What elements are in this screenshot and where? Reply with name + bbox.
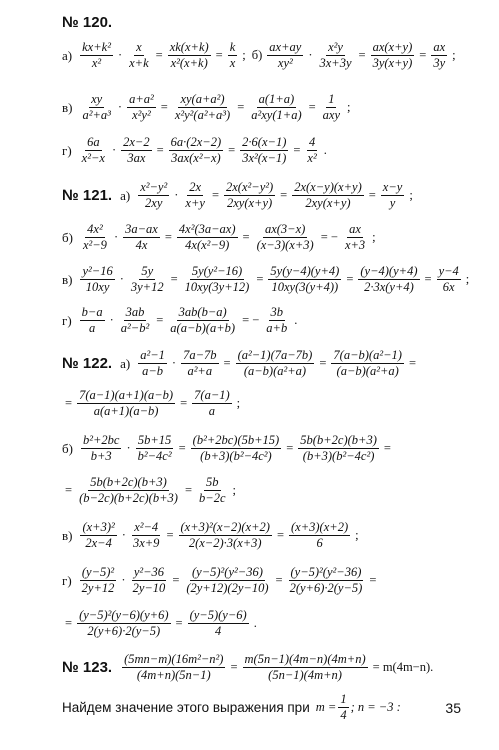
fraction	[81, 222, 109, 253]
operator: ·	[126, 441, 131, 455]
denominator: x²(x+k)	[170, 56, 208, 70]
denominator: 3ax	[127, 151, 146, 165]
operator: ·	[308, 48, 313, 62]
denominator: (2y+12)(2y−10)	[186, 581, 269, 595]
numerator: 7(a−1)(a+1)(a−b)	[79, 388, 174, 402]
numerator: x−y	[382, 180, 403, 194]
operator: =	[160, 100, 168, 114]
denominator: 2·3x(y+4)	[364, 280, 414, 294]
fraction	[183, 264, 252, 295]
fraction	[331, 348, 404, 379]
equation-line	[62, 520, 362, 551]
operator: = m(4m−n).	[372, 660, 434, 674]
problem-121-header	[62, 180, 416, 211]
operator: ;	[236, 396, 241, 410]
item-label: г)	[62, 142, 72, 158]
operator: =	[184, 483, 193, 497]
footer-text: Найдем значение этого выражения при	[62, 700, 310, 715]
operator: ·	[117, 100, 123, 114]
fraction	[437, 264, 461, 295]
denominator: a(a−b)(a+b)	[170, 321, 236, 335]
equation-line	[120, 180, 416, 211]
denominator: x+y	[185, 196, 205, 210]
denominator: (a−b)(a²+a)	[336, 364, 399, 378]
n-value: ; n = −3 :	[350, 700, 401, 714]
fraction	[179, 520, 272, 551]
fraction	[127, 92, 156, 123]
operator: =	[230, 660, 238, 674]
problem-number: № 120.	[62, 14, 113, 31]
operator: = −	[320, 230, 338, 244]
fraction	[138, 180, 169, 211]
operator: ;	[372, 230, 376, 244]
equation-line	[62, 565, 379, 596]
denominator: (b−2c)(b+2c)(b+3)	[79, 491, 178, 505]
numerator: (5mn−m)(16m²−n²)	[124, 652, 224, 666]
denominator: 3x+3y	[319, 56, 352, 70]
numerator: (y−5)²(y²−36)	[192, 565, 263, 579]
denominator: (x−3)(x+3)	[256, 238, 314, 252]
denominator: x²−x	[81, 151, 105, 165]
numerator: 5b(b+2c)(b+3)	[300, 433, 377, 447]
fraction	[298, 433, 379, 464]
denominator: a²xy(1+a)	[251, 108, 302, 122]
denominator: x+k	[129, 56, 149, 70]
equation-line	[62, 40, 459, 71]
numerator: y²−36	[133, 565, 165, 579]
fraction	[321, 92, 342, 123]
denominator: 2xy(x+y)	[226, 196, 273, 210]
numerator: 6a·(2x−2)	[170, 135, 222, 149]
operator: =	[293, 143, 301, 157]
numerator: (x+3)²(x−2)(x+2)	[180, 520, 270, 534]
operator: .	[323, 143, 327, 157]
operator: =	[383, 441, 391, 455]
numerator: x	[136, 40, 142, 54]
denominator: x²	[307, 151, 317, 165]
numerator: (y−5)(y−6)	[189, 608, 247, 622]
numerator: 5b	[206, 475, 219, 489]
operator: ;	[465, 272, 470, 286]
fraction	[123, 222, 160, 253]
numerator: k	[229, 40, 236, 54]
numerator: ax+ay	[269, 40, 302, 54]
operator: ·	[113, 230, 119, 244]
fraction	[77, 388, 175, 419]
operator: =	[178, 441, 186, 455]
numerator: 3b	[270, 305, 284, 319]
fraction	[255, 222, 316, 253]
denominator: 4x	[135, 238, 148, 252]
fraction	[343, 222, 367, 253]
item-label: а)	[120, 355, 131, 371]
operator: ;	[232, 483, 236, 497]
numerator: xy(a+a²)	[180, 92, 225, 106]
numerator: (y−4)(y+4)	[360, 264, 418, 278]
numerator: 7(a−b)(a²−1)	[333, 348, 402, 362]
fraction	[268, 264, 341, 295]
numerator: 2x(x−y)(x+y)	[294, 180, 362, 194]
fraction	[267, 40, 303, 71]
denominator: x²y²	[132, 108, 151, 122]
numerator: (x+3)²	[82, 520, 115, 534]
denominator: a	[89, 321, 96, 335]
item-label: в)	[62, 527, 73, 543]
operator: =	[424, 272, 432, 286]
fraction	[127, 40, 151, 71]
fraction	[80, 305, 105, 336]
operator: ·	[174, 188, 179, 202]
numerator: 5y(y²−16)	[191, 264, 243, 278]
operator: =	[156, 143, 164, 157]
numerator: 3a−ax	[125, 222, 158, 236]
operator: =	[369, 573, 377, 587]
operator: =	[419, 48, 427, 62]
fraction	[168, 305, 237, 336]
equation-line	[62, 475, 239, 506]
denominator: a−b	[142, 364, 164, 378]
operator: =	[180, 396, 188, 410]
item-label: б)	[62, 440, 73, 456]
operator: ;	[409, 188, 413, 202]
equation-line	[62, 135, 330, 166]
fraction	[80, 92, 112, 123]
numerator: 6a	[87, 135, 100, 149]
denominator: 10xy(3y+12)	[184, 280, 250, 294]
numerator: ax	[349, 222, 361, 236]
numerator: 7(a−1)	[194, 388, 230, 402]
numerator: y²−16	[82, 264, 113, 278]
fraction	[77, 475, 180, 506]
denominator: 3y(x+y)	[372, 56, 413, 70]
operator: =	[237, 100, 245, 114]
operator: =	[211, 188, 219, 202]
fraction	[249, 92, 303, 123]
numerator: (y−5)²(y−6)(y+6)	[79, 608, 169, 622]
problem-120-header	[62, 14, 120, 31]
denominator: 3x²(x−1)	[242, 151, 287, 165]
operator: =	[286, 441, 294, 455]
numerator: ax(3−x)	[264, 222, 306, 236]
numerator: (y−5)²	[81, 565, 115, 579]
denominator: 2xy(x+y)	[305, 196, 351, 210]
operator: =	[223, 356, 231, 370]
fraction	[192, 388, 232, 419]
numerator: 2·6(x−1)	[242, 135, 287, 149]
numerator: (b²+2bc)(5b+15)	[192, 433, 280, 447]
denominator: 4x(x²−9)	[185, 238, 230, 252]
denominator: 6	[316, 536, 323, 550]
operator: ·	[111, 143, 117, 157]
operator: =	[166, 528, 174, 542]
denominator: a+b	[266, 321, 288, 335]
fraction	[80, 40, 113, 71]
denominator: (4m+n)(5n−1)	[136, 668, 211, 682]
fraction	[80, 520, 116, 551]
operator: =	[358, 48, 366, 62]
operator: =	[65, 396, 73, 410]
denominator: x²	[91, 56, 102, 70]
fraction	[183, 180, 207, 211]
operator: =	[275, 573, 283, 587]
fraction	[240, 135, 288, 166]
denominator: x²−9	[82, 238, 107, 252]
denominator: 2y+12	[81, 581, 115, 595]
denominator: 3y	[433, 56, 446, 70]
operator: =	[280, 188, 288, 202]
numerator: ax	[433, 40, 446, 54]
denominator: 2y−10	[132, 581, 166, 595]
equation-line	[62, 264, 472, 295]
operator: =	[256, 272, 264, 286]
numerator: (x+3)(x+2)	[291, 520, 349, 534]
problem-number: № 121.	[62, 187, 113, 204]
numerator: 5b(b+2c)(b+3)	[90, 475, 167, 489]
numerator: xy	[91, 92, 103, 106]
denominator: 2(y+6)·2(y−5)	[87, 624, 161, 638]
fraction	[191, 433, 282, 464]
denominator: 2x−4	[85, 536, 112, 550]
numerator: x²y	[328, 40, 343, 54]
fraction	[431, 40, 447, 71]
fraction	[169, 135, 223, 166]
fraction	[80, 565, 117, 596]
numerator: kx+k²	[82, 40, 111, 54]
numerator: xk(x+k)	[169, 40, 209, 54]
operator: = −	[242, 313, 260, 327]
denominator: x	[229, 56, 236, 70]
equation-line	[120, 348, 419, 379]
page-number: 35	[445, 700, 461, 716]
fraction	[224, 180, 275, 211]
denominator: 6x	[442, 280, 455, 294]
numerator: a²−1	[140, 348, 165, 362]
equation-line	[62, 305, 300, 336]
item-label: г)	[62, 312, 72, 328]
denominator: (b+3)(b²−4c²)	[302, 449, 375, 463]
equation-line	[62, 92, 354, 123]
numerator: 4	[308, 135, 316, 149]
fraction	[81, 433, 121, 464]
operator: =	[170, 272, 178, 286]
fraction	[236, 348, 315, 379]
equation-line	[62, 608, 260, 639]
operator: =	[65, 616, 73, 630]
m-variable: m =	[315, 700, 337, 714]
fraction	[184, 565, 270, 596]
denominator: b+3	[90, 449, 112, 463]
denominator: 10xy(3(y+4))	[271, 280, 339, 294]
fraction	[243, 652, 368, 683]
operator: =	[276, 528, 284, 542]
denominator: (a−b)(a²+a)	[243, 364, 307, 378]
fraction	[119, 305, 151, 336]
m-fraction: $\frac{1}{4}$	[340, 692, 347, 722]
numerator: x²−4	[134, 520, 159, 534]
equation-line	[62, 433, 394, 464]
numerator: y−4	[438, 264, 459, 278]
item-label: а)	[62, 47, 73, 63]
numerator: 5y	[141, 264, 154, 278]
denominator: b−2c	[199, 491, 226, 505]
numerator: 5y(y−4)(y+4)	[270, 264, 340, 278]
numerator: 4x²	[87, 222, 103, 236]
fraction	[177, 222, 238, 253]
fraction	[228, 40, 238, 71]
equation-line	[62, 388, 243, 419]
fraction	[131, 520, 161, 551]
item-label: б)	[62, 229, 73, 245]
denominator: b²−4c²	[137, 449, 172, 463]
fraction	[197, 475, 227, 506]
numerator: (a²−1)(7a−7b)	[237, 348, 313, 362]
operator: =	[242, 230, 250, 244]
denominator: a²−b²	[120, 321, 150, 335]
item-label: г)	[62, 572, 72, 588]
operator: =	[172, 573, 180, 587]
denominator: 10xy	[85, 280, 110, 294]
fraction	[188, 608, 249, 639]
numerator: 3ab(b−a)	[178, 305, 227, 319]
fraction	[138, 348, 167, 379]
fraction	[121, 135, 151, 166]
denominator: 3x+9	[132, 536, 160, 550]
equation-line	[120, 652, 436, 683]
fraction	[80, 135, 107, 166]
denominator: 2xy	[145, 196, 163, 210]
operator: =	[65, 483, 73, 497]
numerator: m(5n−1)(4m−n)(4m+n)	[244, 652, 366, 666]
fraction	[77, 608, 170, 639]
numerator: a+a²	[129, 92, 154, 106]
denominator: a²+a	[187, 364, 213, 378]
fraction	[305, 135, 318, 166]
operator: ;	[452, 48, 456, 62]
operator: ·	[121, 573, 126, 587]
numerator: 2x−2	[123, 135, 150, 149]
operator: ;	[347, 100, 351, 114]
numerator: 5b+15	[137, 433, 172, 447]
item-label: в)	[62, 271, 73, 287]
fraction	[264, 305, 289, 336]
numerator: a(1+a)	[258, 92, 295, 106]
denominator: 3y+12	[130, 280, 164, 294]
operator: =	[346, 272, 354, 286]
operator: =	[408, 356, 416, 370]
denominator: (b+3)(b²−4c²)	[200, 449, 272, 463]
fraction	[168, 40, 211, 71]
operator: ·	[121, 528, 126, 542]
numerator: x²−y²	[140, 180, 168, 194]
fraction	[371, 40, 415, 71]
numerator: (y−5)²(y²−36)	[290, 565, 362, 579]
fraction	[288, 565, 365, 596]
numerator: 4x²(3a−ax)	[178, 222, 236, 236]
numerator: 7a−7b	[183, 348, 217, 362]
fraction	[181, 348, 218, 379]
numerator: 2x	[189, 180, 202, 194]
fraction	[131, 565, 168, 596]
numerator: 2x(x²−y²)	[226, 180, 274, 194]
operator: =	[308, 100, 316, 114]
numerator: b−a	[81, 305, 103, 319]
denominator: a²+a³	[82, 108, 111, 122]
operator: =	[175, 616, 183, 630]
fraction	[122, 652, 225, 683]
equation-line	[62, 222, 379, 253]
operator: .	[294, 313, 298, 327]
numerator: 1	[328, 92, 335, 106]
denominator: 3ax(x²−x)	[171, 151, 221, 165]
denominator: (5n−1)(4m+n)	[268, 668, 342, 682]
problem-122-header	[62, 348, 419, 379]
operator: =	[215, 48, 223, 62]
fraction	[136, 433, 174, 464]
fraction	[358, 264, 419, 295]
fraction	[381, 180, 405, 211]
denominator: 4	[215, 624, 222, 638]
denominator: 2(y+6)·2(y−5)	[289, 581, 363, 595]
operator: =	[164, 230, 172, 244]
operator: ·	[109, 313, 114, 327]
problem-123-header	[62, 652, 436, 683]
fraction	[292, 180, 364, 211]
footer-sentence	[62, 692, 401, 723]
operator: .	[253, 616, 257, 630]
item-label: в)	[62, 99, 73, 115]
denominator: xy²	[277, 56, 293, 70]
fraction	[129, 264, 166, 295]
problem-number: № 122.	[62, 355, 113, 372]
operator: ·	[119, 272, 124, 286]
operator: =	[228, 143, 236, 157]
denominator: 2(x−2)·3(x+3)	[188, 536, 262, 550]
numerator: 3ab	[125, 305, 145, 319]
item-label: а)	[120, 187, 131, 203]
operator: =	[155, 48, 163, 62]
fraction	[318, 40, 354, 71]
operator: ;	[355, 528, 359, 542]
operator: =	[319, 356, 327, 370]
fraction	[289, 520, 350, 551]
problem-number: № 123.	[62, 659, 113, 676]
operator: ;	[242, 48, 246, 62]
fraction	[173, 92, 232, 123]
denominator: x+3	[344, 238, 366, 252]
denominator: y	[389, 196, 396, 210]
fraction	[80, 264, 114, 295]
operator: ·	[117, 48, 123, 62]
denominator: x²y²(a²+a³)	[174, 108, 231, 122]
item-label: б)	[251, 48, 263, 62]
denominator: a	[208, 404, 216, 418]
operator: =	[368, 188, 376, 202]
denominator: axy	[322, 108, 341, 122]
operator: =	[156, 313, 164, 327]
operator: ·	[171, 356, 177, 370]
numerator: ax(x+y)	[372, 40, 413, 54]
denominator: a(a+1)(a−b)	[93, 404, 159, 418]
numerator: b²+2bc	[82, 433, 120, 447]
